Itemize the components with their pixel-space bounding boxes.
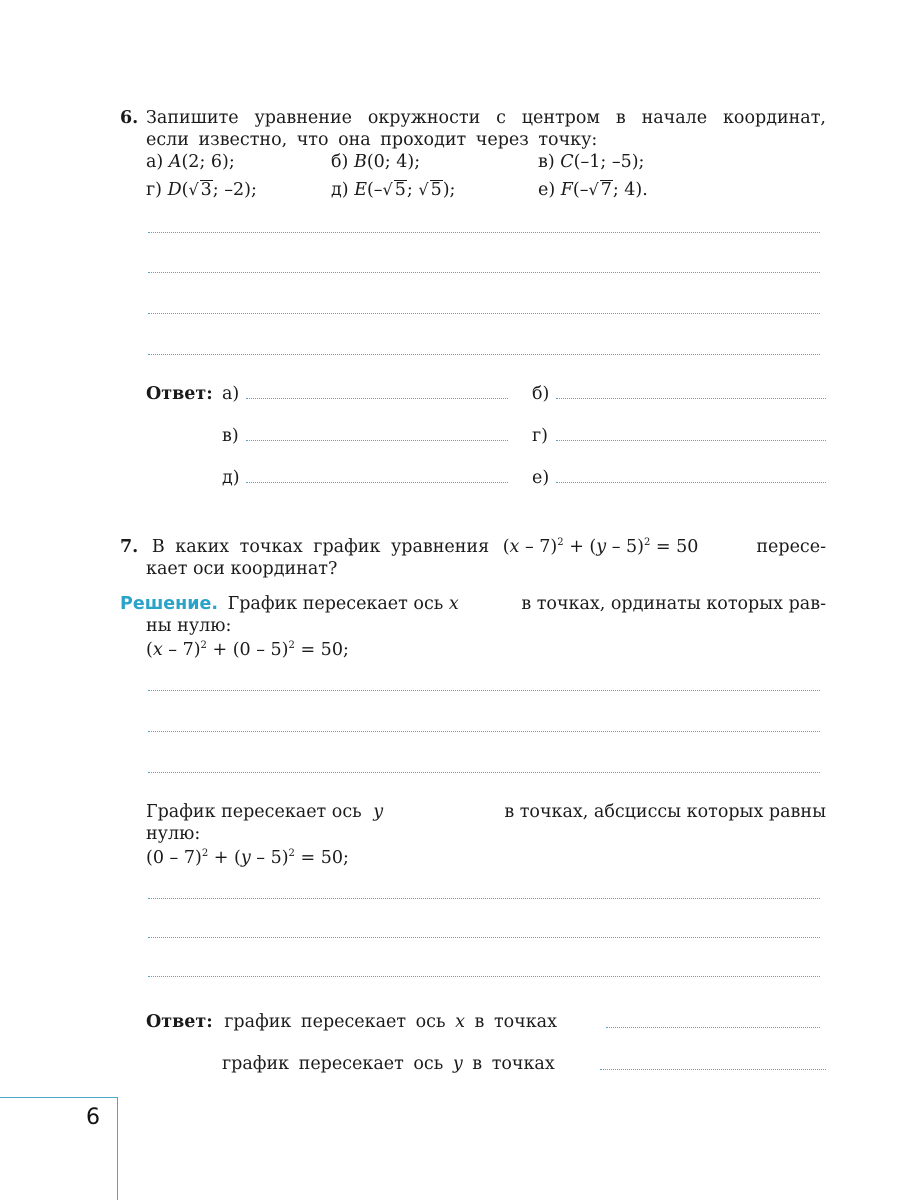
task7-answer-y: график пересекает ось y в точках <box>222 1054 555 1074</box>
task6-answer-d-field[interactable] <box>246 482 508 483</box>
task7-number: 7. <box>120 537 139 557</box>
task6-writing-line[interactable] <box>148 313 820 314</box>
task6-writing-line[interactable] <box>148 272 820 273</box>
task6-number: 6. <box>120 108 139 128</box>
task6-text-line1: Запишите уравнение окружности с центром в начале координат, <box>146 108 826 128</box>
task6-answer-g-field[interactable] <box>556 440 826 441</box>
task6-answer-a-field[interactable] <box>246 398 508 399</box>
task6-line1 <box>120 108 826 128</box>
task7-text-end: пересе- <box>756 537 826 557</box>
task6-answer-e-field[interactable] <box>556 482 826 483</box>
task7-y-writing-line[interactable] <box>148 976 820 977</box>
task6-item-v: в) C(–1; –5); <box>538 152 645 172</box>
task7-y-equation: (0 – 7)$^2$ + (y – 5)$^2$ = 50; <box>146 848 349 868</box>
task6-answer-a-label: а) <box>222 384 240 404</box>
task7-answer-x-field[interactable] <box>606 1027 820 1028</box>
task7-y-line2: нулю: <box>146 824 201 844</box>
task6-writing-line[interactable] <box>148 354 820 355</box>
task7-x-writing-line[interactable] <box>148 772 820 773</box>
task6-text-line2: если известно, что она проходит через точку: <box>146 130 598 150</box>
task6-answer-v-field[interactable] <box>246 440 508 441</box>
page-number: 6 <box>86 1105 100 1130</box>
task6-answer-b-field[interactable] <box>556 398 826 399</box>
page-number-frame <box>0 1097 118 1200</box>
task7-answer-y-field[interactable] <box>600 1069 826 1070</box>
task7-x-writing-line[interactable] <box>148 690 820 691</box>
task7-text-start: В каких точках график уравнения <box>151 537 490 557</box>
task7-x-writing-line[interactable] <box>148 731 820 732</box>
task6-item-g: г) D(√ 3; –2); <box>146 180 257 200</box>
task6-writing-line[interactable] <box>148 232 820 233</box>
task6-answer-d-label: д) <box>222 468 240 488</box>
task6-item-d: д) E(–√ 5; √ 5); <box>331 180 456 200</box>
task7-equation: (x – 7)$^2$ + (y – 5)$^2$ = 50 <box>502 537 699 557</box>
task6-answer-label: Ответ: <box>146 384 213 404</box>
task6-item-b: б) B(0; 4); <box>331 152 421 172</box>
task6-item-a: а) A(2; 6); <box>146 152 235 172</box>
task7-answer-label: Ответ: <box>146 1012 213 1032</box>
task6-item-e: е) F(–√ 7; 4). <box>538 180 648 200</box>
task7-y-writing-line[interactable] <box>148 937 820 938</box>
task6-answer-g-label: г) <box>532 426 548 446</box>
task7-y-writing-line[interactable] <box>148 898 820 899</box>
task7-y-line1: График пересекает ось y в точках, абсциссы которых равны <box>146 802 826 822</box>
task7-x-equation: (x – 7)$^2$ + (0 – 5)$^2$ = 50; <box>146 640 349 660</box>
task6-answer-b-label: б) <box>532 384 550 404</box>
task7-solution-line2: ны нулю: <box>146 616 232 636</box>
task7-line1 <box>120 537 826 557</box>
task7-solution-line1: Решение. График пересекает ось x в точках, ординаты которых рав- <box>120 594 826 614</box>
task7-text-line2: кает оси координат? <box>146 559 338 579</box>
task6-answer-e-label: е) <box>532 468 550 488</box>
solution-label: Решение. <box>120 594 219 614</box>
task7-answer-x: Ответ: график пересекает ось x в точках <box>146 1012 557 1032</box>
task6-answer-v-label: в) <box>222 426 239 446</box>
